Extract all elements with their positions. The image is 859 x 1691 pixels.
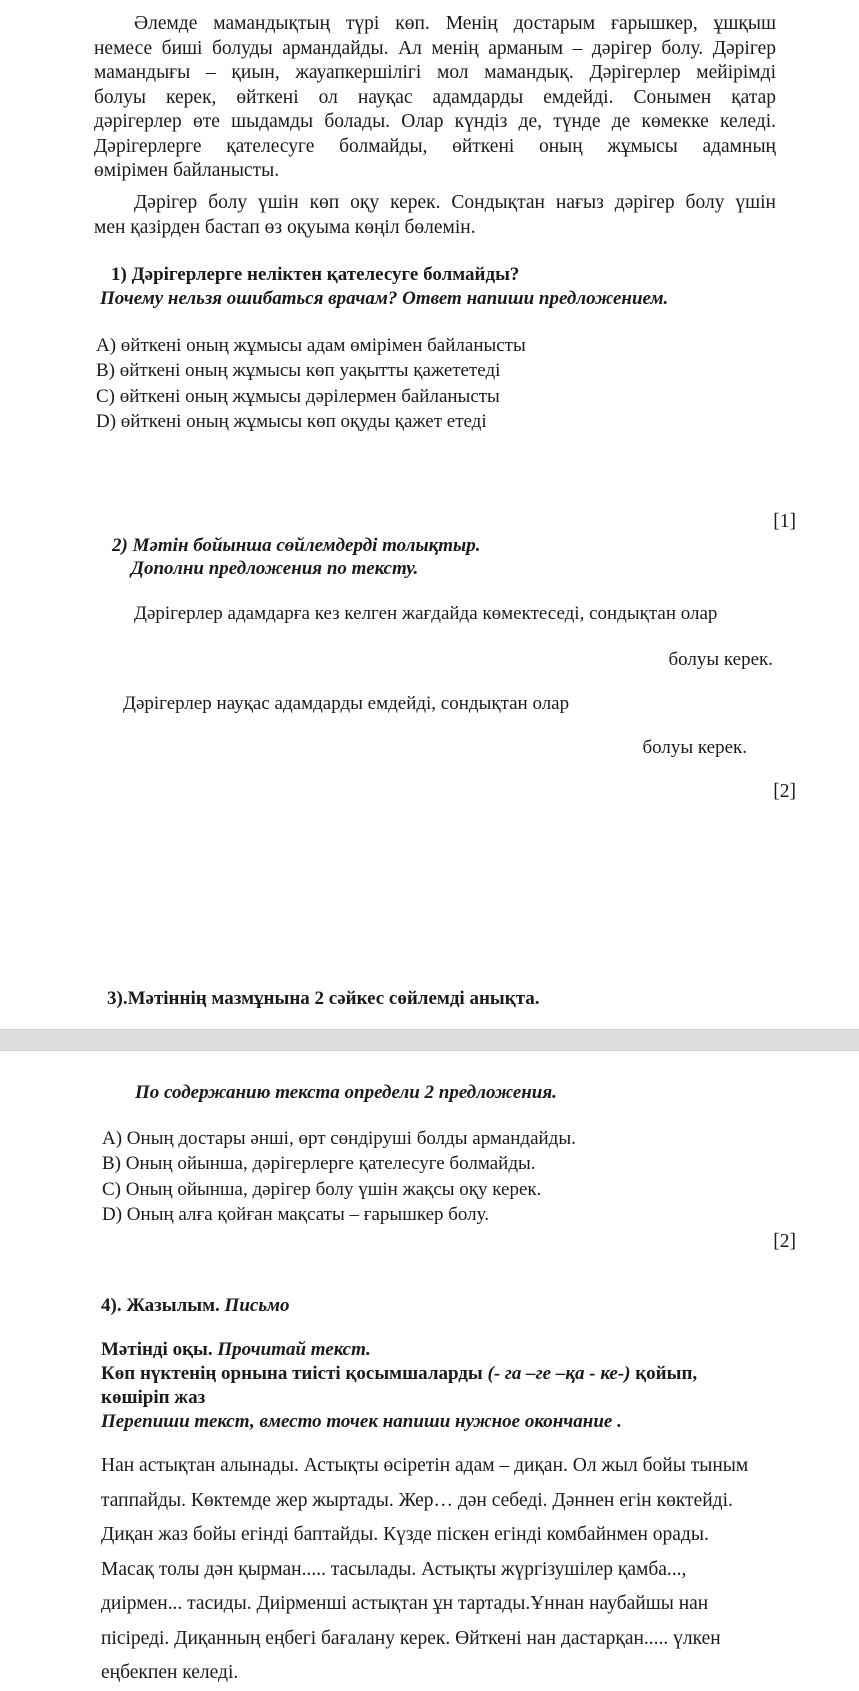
text-line: болуы керек, өйткені ол науқас адамдарды емдейді. Сонымен қатар [94,86,776,108]
q1-option-c: С) өйткені оның жұмысы дәрілермен байланысты [96,386,500,407]
page-break-divider [0,1029,859,1051]
q4-read-line [101,1338,371,1363]
text-line: Диқан жаз бойы егінді баптайды. Күзде піскен егінді комбайнмен орады. [101,1524,709,1545]
q2-ending-1: болуы керек. [668,649,773,670]
q1-option-b: В) өйткені оның жұмысы көп уақытты қажететеді [96,360,501,381]
q4-title [101,1294,290,1319]
q3-title: 3).Мәтіннің мазмұнына 2 сәйкес сөйлемді анықта. [107,988,540,1009]
text-line: таппайды. Көктемде жер жыртады. Жер… дән себеді. Дәннен егін көктейді. [101,1489,733,1511]
q4-read-kz: Мәтінді оқы. [101,1339,213,1360]
q3-mark: [2] [773,1231,796,1252]
q2-sentence-2: Дәрігерлер науқас адамдарды емдейді, сондықтан олар [123,693,570,714]
q4-title-ru: Письмо [224,1295,290,1316]
text-line: Дәрігер болу үшін көп оқу керек. Сондықтан нағыз дәрігер болу үшін [134,192,776,213]
text-line: еңбекпен келеді. [101,1662,239,1683]
text-line: Әлемде мамандықтың түрі көп. Менің достарым ғарышкер, ұшқыш [134,13,776,34]
q1-title: 1) Дәрігерлерге неліктен қателесуге болмайды? [111,264,520,285]
q4-instruction-ru: Перепиши текст, вместо точек напиши нужное окончание . [101,1411,622,1432]
q4-instruction [101,1362,697,1387]
q3-option-d: D) Оның алға қойған мақсаты – ғарышкер болу. [102,1204,490,1225]
text-line: диірмен... тасиды. Диірменші астықтан ұн тартады.Ұннан наубайшы нан [101,1593,709,1614]
q2-mark: [2] [773,781,796,802]
text-line: пісіреді. Диқанның еңбегі бағалану керек. Өйткені нан дастарқан..... үлкен [101,1627,721,1649]
q1-option-d: D) өйткені оның жұмысы көп оқуды қажет етеді [96,411,487,432]
q2-sentence-1: Дәрігерлер адамдарға кез келген жағдайда көмектеседі, сондықтан олар [134,603,718,624]
text-line: мамандығы – қиын, жауапкершілігі мол мамандық. Дәрігерлер мейірімді [94,62,776,83]
text-line: өмірімен байланысты. [94,160,280,181]
q4-instruction-suffixes: (- га –ге –қа - ке-) [487,1363,631,1384]
q4-read-ru: Прочитай текст. [217,1339,371,1360]
text-line: дәрігерлер өте шыдамды болады. Олар күндіз де, түнде де көмекке келеді. [94,111,776,132]
q3-option-b: В) Оның ойынша, дәрігерлерге қателесуге болмайды. [102,1153,536,1174]
q3-option-a: А) Оның достары әнші, өрт сөндіруші болды армандайды. [102,1128,576,1149]
intro-paragraph-2 [94,191,776,240]
q3-subtitle: По содержанию текста определи 2 предложения. [135,1082,557,1103]
text-line: Нан астықтан алынады. Астықты өсіретін адам – диқан. Ол жыл бойы тыным [101,1455,749,1476]
q4-instruction-after: қойып, [635,1363,698,1384]
text-line: немесе биші болуды армандайды. Ал менің арманым – дәрігер болу. Дәрігер [94,37,776,59]
q4-title-kz: 4). Жазылым. [101,1295,220,1316]
text-line: Дәрігерлерге қателесуге болмайды, өйткені оның жұмысы адамның [94,135,776,157]
q2-title: 2) Мәтін бойынша сөйлемдерді толықтыр. [112,535,481,556]
q1-option-a: А) өйткені оның жұмысы адам өмірімен байланысты [96,335,526,356]
q3-option-c: С) Оның ойынша, дәрігер болу үшін жақсы оқу керек. [102,1179,542,1200]
q2-subtitle: Дополни предложения по тексту. [131,558,419,579]
q4-instruction-text: Көп нүктенің орнына тиісті қосымшаларды [101,1363,483,1384]
text-line: мен қазірден бастап өз оқуыма көңіл бөлемін. [94,216,476,238]
q4-instruction-line-2: көшіріп жаз [101,1387,206,1408]
q1-mark: [1] [773,511,796,532]
q1-subtitle: Почему нельзя ошибаться врачам? Ответ напиши предложением. [100,288,669,309]
text-line: Масақ толы дән қырман..... тасылады. Астықты жүргізушілер қамба..., [101,1558,687,1580]
intro-paragraph-1 [94,12,776,184]
q2-ending-2: болуы керек. [642,737,747,758]
q4-text [101,1449,791,1691]
